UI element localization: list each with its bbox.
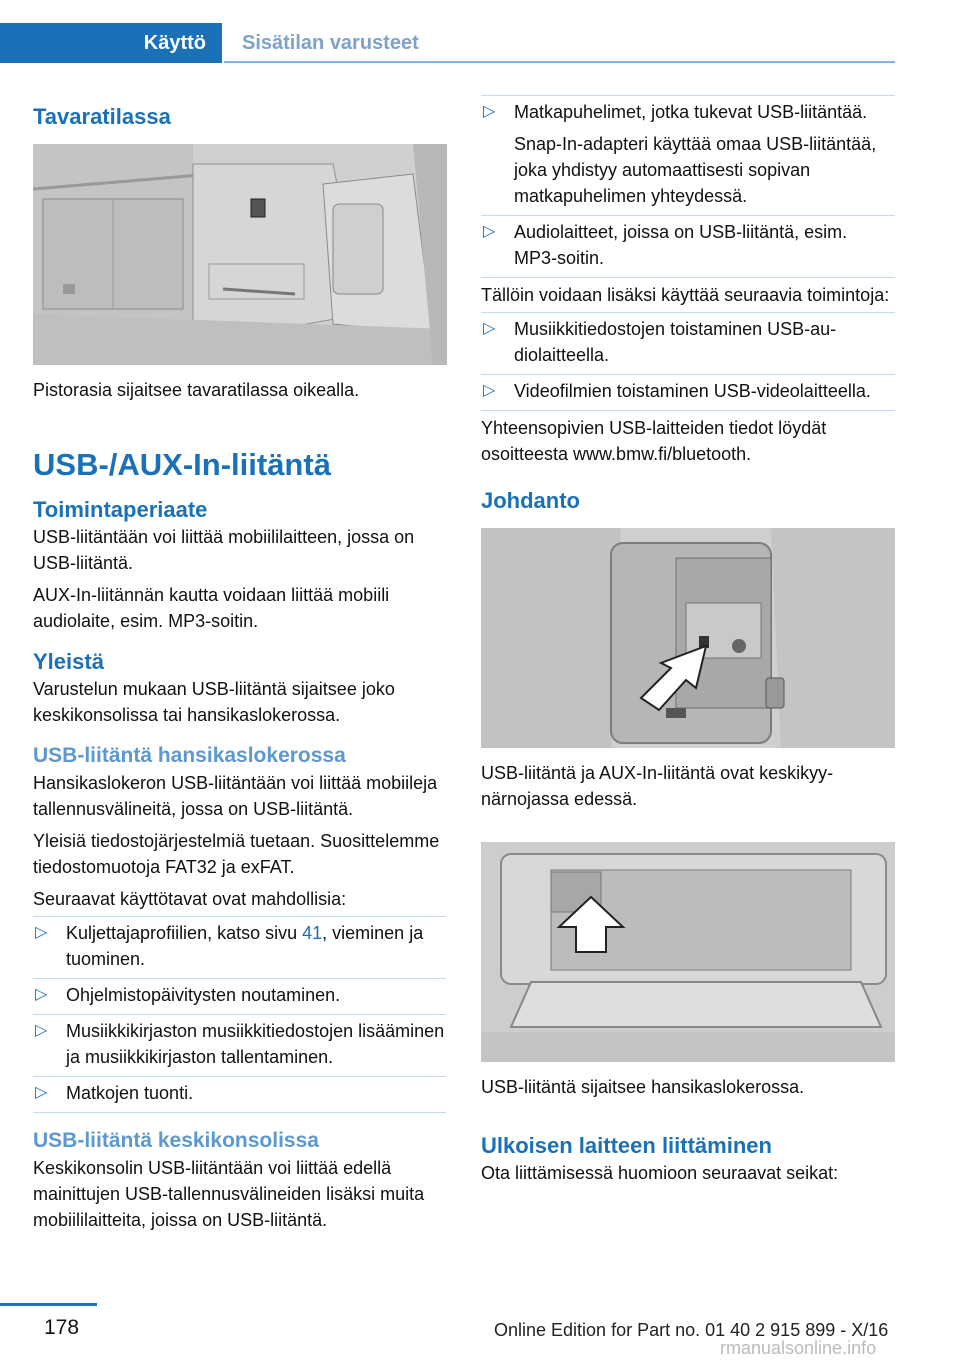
heading-tavaratilassa: Tavaratilassa — [33, 104, 171, 129]
bullet3-text: Musiikkikirjaston musiikkitiedostojen lisääminen ja musiikkikirjaston tallentaminen. — [66, 1021, 445, 1067]
glovebox-illustration — [481, 842, 895, 1062]
right-column — [481, 95, 895, 1186]
para-toimintaperiaate-1: USB-liitäntään voi liittää mobiililaitteen, jossa on USB-liitäntä. — [33, 527, 415, 573]
watermark: rmanualsonline.info — [720, 1338, 877, 1358]
heading-usb-aux: USB-/AUX-In-liitäntä — [33, 447, 331, 482]
footer-divider — [0, 1303, 97, 1306]
para-compatible: Yhteensopivien USB-laitteiden tiedot löydät osoitteesta www.bmw.fi/bluetooth. — [481, 418, 827, 464]
heading-yleista: Yleistä — [33, 649, 104, 674]
left-column — [33, 95, 446, 1233]
console-drawing — [481, 528, 895, 748]
list-item — [481, 312, 895, 374]
bullet-audio-text: Audiolaitteet, joissa on USB-liitäntä, esim. MP3-soitin. — [514, 222, 848, 268]
caption-console: USB-liitäntä ja AUX-In-liitäntä ovat keskikyynärnojassa edessä. — [481, 763, 834, 809]
running-header — [0, 0, 895, 63]
bullet-video-text: Videofilmien toistaminen USB-videolaitteella. — [514, 381, 871, 401]
list-item — [481, 215, 895, 278]
bullet1-text: Kuljettajaprofiilien, katso sivu — [66, 923, 303, 943]
triangle-bullet-icon: ▷ — [483, 103, 496, 120]
list-item — [33, 978, 446, 1014]
page-number: 178 — [44, 1316, 80, 1339]
para-yleista: Varustelun mukaan USB-liitäntä sijaitsee joko keskikonsolissa tai hansikaslokerossa. — [33, 679, 395, 725]
triangle-bullet-icon: ▷ — [35, 924, 48, 941]
bullet1-text-end: , vieminen ja tuominen. — [66, 923, 424, 969]
console-illustration — [481, 528, 895, 748]
heading-ulkoisen-laitteen: Ulkoisen laitteen liittäminen — [481, 1133, 772, 1158]
bullet-phones-sub: Snap-In-adapteri käyttää omaa USB-liitäntää, joka yhdistyy automaattisesti sopivan matkapuhelimen yhteydessä. — [514, 134, 877, 206]
triangle-bullet-icon: ▷ — [35, 986, 48, 1003]
bullet-phones-text: Matkapuhelimet, jotka tukevat USB-liitäntää. — [514, 102, 868, 122]
para-functions: Tällöin voidaan lisäksi käyttää seuraavia toimintoja: — [481, 285, 890, 305]
para-hansikas-1: Hansikaslokeron USB-liitäntään voi liittää mobiileja tallennusvälineitä, jossa on USB-liitäntä. — [33, 773, 438, 819]
caption-glovebox: USB-liitäntä sijaitsee hansikaslokerossa. — [481, 1077, 805, 1097]
heading-johdanto: Johdanto — [481, 488, 580, 513]
header-divider — [224, 61, 895, 63]
edition-text: Online Edition for Part no. 01 40 2 915 899 - X/16 — [494, 1320, 889, 1340]
page-link-41[interactable]: 41 — [302, 923, 323, 943]
triangle-bullet-icon: ▷ — [483, 320, 496, 337]
bullet4-text: Matkojen tuonti. — [66, 1083, 194, 1103]
trunk-illustration — [33, 144, 447, 365]
list-item — [33, 1014, 446, 1076]
device-list — [481, 95, 895, 278]
heading-usb-keskikonsolissa: USB-liitäntä keskikonsolissa — [33, 1129, 319, 1152]
para-ulkoisen: Ota liittämisessä huomioon seuraavat seikat: — [481, 1163, 839, 1183]
usage-list — [33, 916, 446, 1113]
triangle-bullet-icon: ▷ — [483, 223, 496, 240]
function-list — [481, 312, 895, 411]
glovebox-drawing — [481, 842, 895, 1062]
list-item — [481, 374, 895, 411]
tab-kaytto[interactable]: Käyttö — [0, 23, 222, 63]
list-item — [33, 1076, 446, 1113]
bullet-music-text: Musiikkitiedostojen toistaminen USB-audiolaitteella. — [514, 319, 837, 365]
triangle-bullet-icon: ▷ — [35, 1084, 48, 1101]
triangle-bullet-icon: ▷ — [35, 1022, 48, 1039]
caption-trunk: Pistorasia sijaitsee tavaratilassa oikealla. — [33, 380, 360, 400]
list-item — [33, 916, 446, 978]
para-hansikas-3: Seuraavat käyttötavat ovat mahdollisia: — [33, 889, 347, 909]
list-item — [481, 95, 895, 215]
heading-usb-hansikaslokerossa: USB-liitäntä hansikaslokerossa — [33, 744, 346, 767]
para-toimintaperiaate-2: AUX-In-liitännän kautta voidaan liittää mobiili audiolaite, esim. MP3-soitin. — [33, 585, 390, 631]
bullet2-text: Ohjelmistopäivitysten noutaminen. — [66, 985, 341, 1005]
trunk-drawing — [33, 144, 447, 365]
para-keskikonsoli: Keskikonsolin USB-liitäntään voi liittää edellä mainittujen USB-tallennusvälineiden lisäksi muita mobiililaitteita, joissa on USB-liitäntä. — [33, 1158, 425, 1230]
tab-sisatilan-varusteet[interactable]: Sisätilan varusteet — [242, 31, 419, 54]
para-hansikas-2: Yleisiä tiedostojärjestelmiä tuetaan. Suosittelemme tiedostomuotoja FAT32 ja exFAT. — [33, 831, 440, 877]
triangle-bullet-icon: ▷ — [483, 382, 496, 399]
heading-toimintaperiaate: Toimintaperiaate — [33, 497, 208, 522]
